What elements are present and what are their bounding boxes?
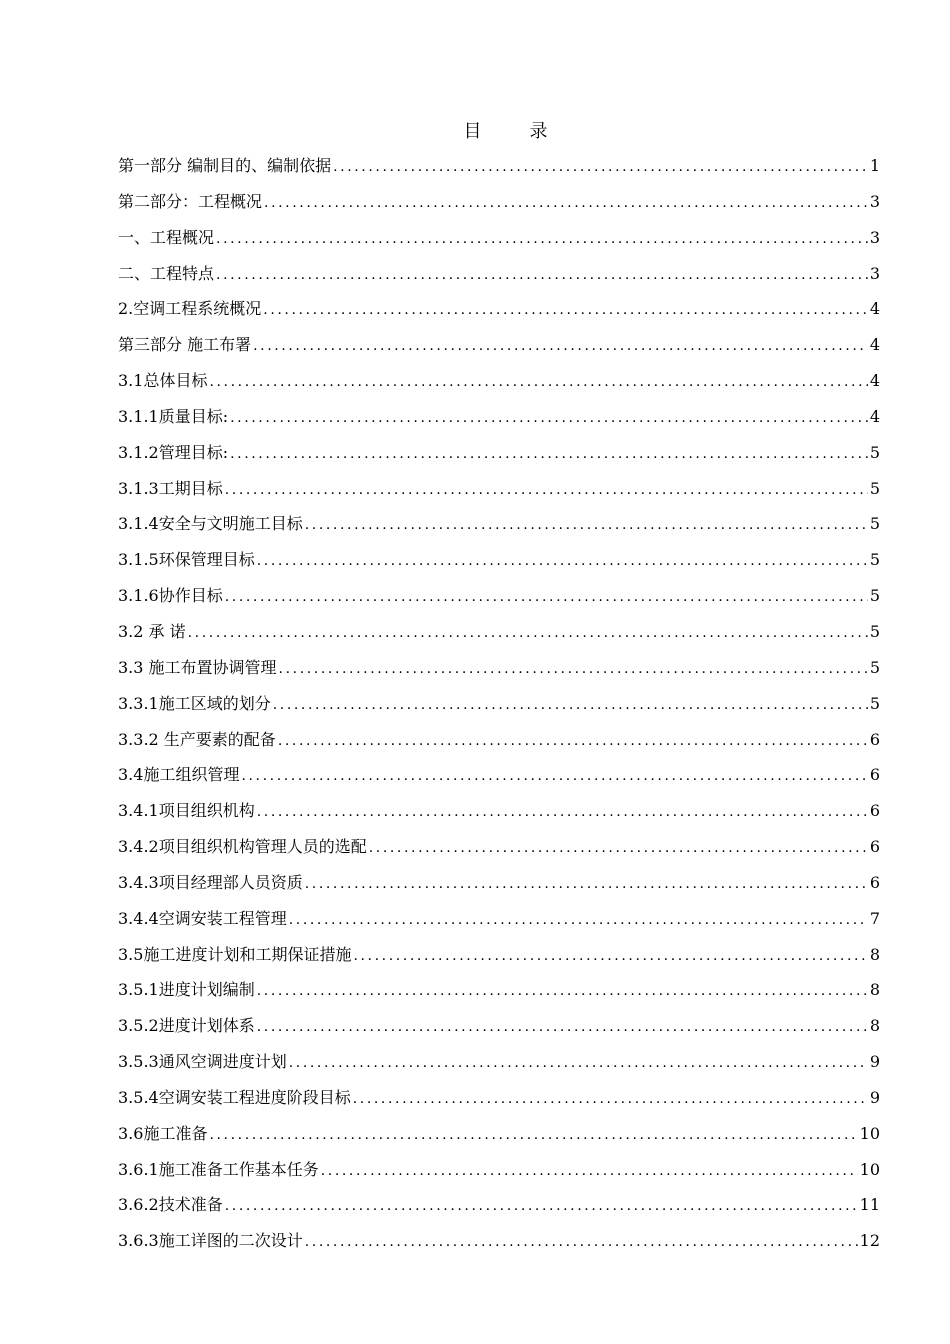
- toc-dot-leader: [216, 225, 868, 253]
- toc-dot-leader: [369, 834, 868, 862]
- toc-entry[interactable]: [118, 690, 880, 726]
- toc-entry-page-number: 4: [869, 371, 880, 391]
- toc-entry-label: 3.3 施工布置协调管理: [118, 657, 277, 677]
- toc-entry-page-number: 8: [869, 944, 880, 964]
- toc-entry[interactable]: [118, 546, 880, 582]
- toc-entry[interactable]: [118, 152, 880, 188]
- toc-entry-label: 第三部分 施工布署: [118, 335, 252, 355]
- toc-entry[interactable]: [118, 761, 880, 797]
- toc-entry[interactable]: [118, 1120, 880, 1156]
- toc-entry-label: 3.1.5环保管理目标: [118, 550, 255, 570]
- toc-dot-leader: [263, 296, 868, 324]
- toc-entry-label: 3.2 承 诺: [118, 621, 186, 641]
- toc-entry[interactable]: [118, 331, 880, 367]
- toc-entry[interactable]: [118, 976, 880, 1012]
- toc-entry-label: 3.3.1施工区域的划分: [118, 693, 271, 713]
- toc-entry-page-number: 3: [869, 227, 880, 247]
- toc-entry[interactable]: [118, 439, 880, 475]
- toc-entry-label: 3.1.2管理目标:: [118, 442, 229, 462]
- toc-entry[interactable]: [118, 260, 880, 296]
- toc-entry-label: 3.5.4空调安装工程进度阶段目标: [118, 1087, 351, 1107]
- toc-entry-page-number: 6: [869, 729, 880, 749]
- toc-entry[interactable]: [118, 1012, 880, 1048]
- toc-dot-leader: [225, 1192, 858, 1220]
- toc-list: [118, 152, 880, 1263]
- toc-entry-label: 3.5.1进度计划编制: [118, 980, 255, 1000]
- toc-entry-page-number: 6: [869, 765, 880, 785]
- toc-entry[interactable]: [118, 1156, 880, 1192]
- toc-dot-leader: [257, 1013, 868, 1041]
- toc-entry-page-number: 4: [869, 335, 880, 355]
- toc-entry-page-number: 5: [869, 621, 880, 641]
- toc-entry-label: 3.4.1项目组织机构: [118, 801, 255, 821]
- toc-entry-page-number: 1: [869, 156, 880, 175]
- toc-entry-page-number: 5: [869, 442, 880, 462]
- toc-entry-label: 3.4施工组织管理: [118, 765, 240, 785]
- toc-entry[interactable]: [118, 1048, 880, 1084]
- toc-entry-label: 2.空调工程系统概况: [118, 299, 262, 319]
- toc-entry[interactable]: [118, 224, 880, 260]
- toc-dot-leader: [289, 906, 868, 934]
- toc-entry[interactable]: [118, 1084, 880, 1120]
- toc-entry-page-number: 4: [869, 406, 880, 426]
- toc-dot-leader: [333, 153, 868, 181]
- toc-entry-page-number: 8: [869, 1016, 880, 1036]
- toc-entry-page-number: 10: [859, 1159, 880, 1179]
- toc-entry-page-number: 8: [869, 980, 880, 1000]
- toc-dot-leader: [353, 942, 867, 970]
- toc-entry[interactable]: [118, 941, 880, 977]
- toc-dot-leader: [257, 977, 868, 1005]
- toc-entry-label: 3.5施工进度计划和工期保证措施: [118, 944, 352, 964]
- toc-dot-leader: [305, 870, 868, 898]
- toc-entry-page-number: 5: [869, 657, 880, 677]
- toc-dot-leader: [321, 1157, 858, 1185]
- toc-entry-label: 3.1.1质量目标:: [118, 406, 229, 426]
- toc-entry-page-number: 10: [859, 1123, 880, 1143]
- toc-entry-label: 一、工程概况: [118, 227, 215, 247]
- toc-dot-leader: [225, 476, 868, 504]
- toc-entry-label: 第一部分 编制目的、编制依据: [118, 156, 332, 175]
- toc-dot-leader: [209, 368, 867, 396]
- toc-entry-page-number: 9: [869, 1052, 880, 1072]
- toc-dot-leader: [289, 1049, 868, 1077]
- toc-entry-page-number: 5: [869, 550, 880, 570]
- toc-dot-leader: [353, 1085, 868, 1113]
- toc-entry[interactable]: [118, 618, 880, 654]
- toc-entry-label: 3.4.4空调安装工程管理: [118, 908, 287, 928]
- toc-entry[interactable]: [118, 582, 880, 618]
- toc-entry[interactable]: [118, 654, 880, 690]
- toc-entry-label: 3.6.1施工准备工作基本任务: [118, 1159, 319, 1179]
- toc-entry-page-number: 11: [859, 1195, 880, 1215]
- toc-dot-leader: [188, 619, 868, 647]
- toc-entry-page-number: 3: [869, 191, 880, 211]
- toc-entry-label: 3.3.2 生产要素的配备: [118, 729, 276, 749]
- toc-entry-label: 3.1总体目标: [118, 371, 208, 391]
- toc-entry-page-number: 5: [869, 478, 880, 498]
- toc-entry-page-number: 5: [869, 693, 880, 713]
- toc-entry-page-number: 5: [869, 514, 880, 534]
- toc-entry[interactable]: [118, 726, 880, 762]
- toc-dot-leader: [230, 404, 868, 432]
- toc-entry-label: 3.5.3通风空调进度计划: [118, 1052, 287, 1072]
- toc-entry-label: 3.6.2技术准备: [118, 1195, 223, 1215]
- toc-dot-leader: [216, 261, 868, 289]
- toc-entry[interactable]: [118, 510, 880, 546]
- toc-dot-leader: [225, 583, 868, 611]
- toc-entry[interactable]: [118, 1191, 880, 1227]
- toc-entry[interactable]: [118, 295, 880, 331]
- toc-dot-leader: [230, 440, 868, 468]
- toc-entry-label: 3.4.2项目组织机构管理人员的选配: [118, 837, 367, 857]
- toc-entry-page-number: 7: [869, 908, 880, 928]
- toc-entry-label: 3.1.4安全与文明施工目标: [118, 514, 303, 534]
- toc-entry[interactable]: [118, 869, 880, 905]
- toc-entry[interactable]: [118, 188, 880, 224]
- toc-dot-leader: [278, 727, 868, 755]
- toc-entry-page-number: 3: [869, 263, 880, 283]
- toc-entry-label: 二、工程特点: [118, 263, 215, 283]
- toc-entry-page-number: 6: [869, 801, 880, 821]
- toc-dot-leader: [257, 798, 868, 826]
- toc-entry-label: 3.1.6协作目标: [118, 586, 223, 606]
- toc-title: 目录: [463, 121, 596, 142]
- toc-entry-label: 3.5.2进度计划体系: [118, 1016, 255, 1036]
- toc-entry-label: 3.6.3施工详图的二次设计: [118, 1231, 303, 1251]
- toc-entry-label: 3.6施工准备: [118, 1123, 208, 1143]
- toc-entry[interactable]: [118, 797, 880, 833]
- toc-entry[interactable]: [118, 833, 880, 869]
- toc-entry-page-number: 6: [869, 837, 880, 857]
- toc-entry[interactable]: [118, 905, 880, 941]
- toc-entry[interactable]: [118, 367, 880, 403]
- toc-entry-page-number: 5: [869, 586, 880, 606]
- toc-dot-leader: [241, 762, 867, 790]
- toc-entry-page-number: 4: [869, 299, 880, 319]
- toc-entry-page-number: 9: [869, 1087, 880, 1107]
- toc-entry-label: 第二部分：工程概况: [118, 191, 263, 211]
- toc-entry-label: 3.1.3工期目标: [118, 478, 223, 498]
- toc-dot-leader: [305, 511, 868, 539]
- toc-entry[interactable]: [118, 1227, 880, 1263]
- toc-dot-leader: [305, 1228, 858, 1256]
- toc-dot-leader: [279, 655, 868, 683]
- toc-entry-page-number: 12: [859, 1231, 880, 1251]
- toc-entry[interactable]: [118, 403, 880, 439]
- toc-dot-leader: [264, 189, 868, 217]
- toc-dot-leader: [253, 332, 868, 360]
- toc-dot-leader: [257, 547, 868, 575]
- toc-entry[interactable]: [118, 475, 880, 511]
- toc-dot-leader: [273, 691, 868, 719]
- toc-entry-page-number: 6: [869, 872, 880, 892]
- toc-entry-label: 3.4.3项目经理部人员资质: [118, 872, 303, 892]
- toc-dot-leader: [209, 1121, 857, 1149]
